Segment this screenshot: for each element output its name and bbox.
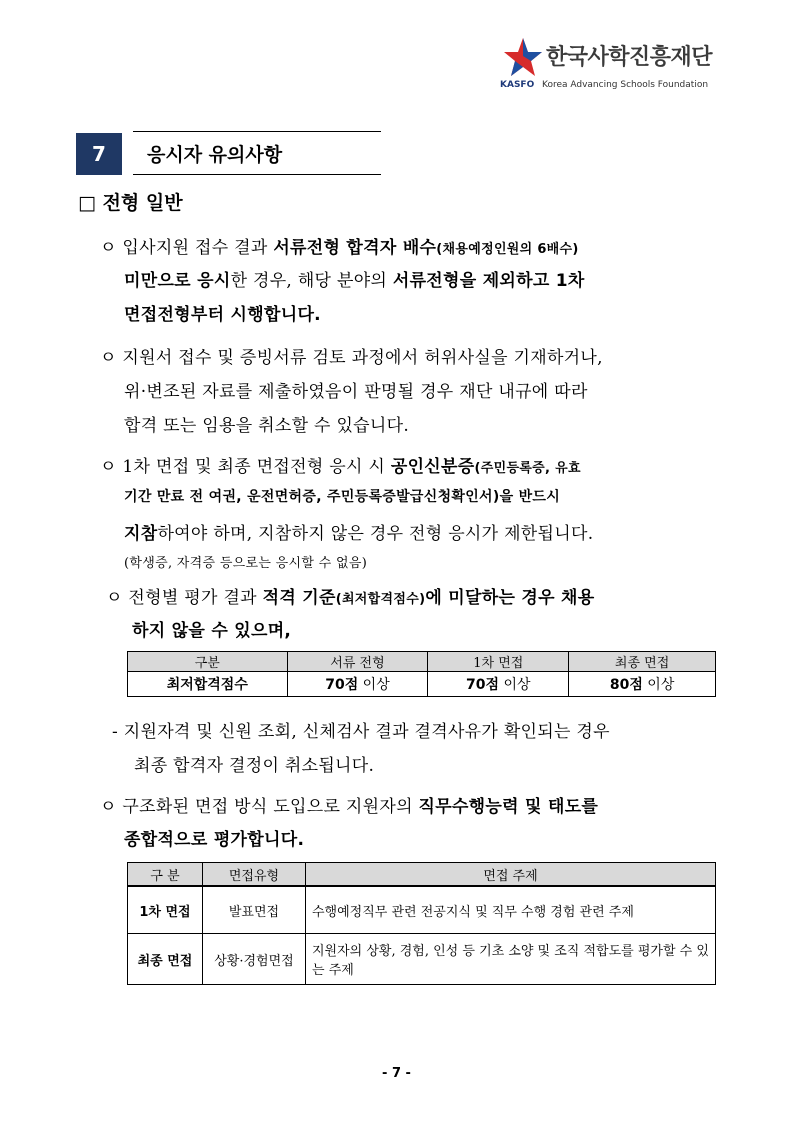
subheading: □ 전형 일반 [78,192,183,214]
table-header-cell: 구 분 [128,863,203,887]
bullet-3-line-3: 지참하여야 하며, 지참하지 않은 경우 전형 응시가 제한됩니다. [124,524,594,544]
stage-cell: 1차 면접 [128,886,203,934]
bullet-1-line-3: 면접전형부터 시행합니다. [124,305,321,325]
score-cell: 70점 이상 [428,672,569,697]
table-header-cell: 최종 면접 [569,652,716,672]
section-number: 7 [76,133,122,175]
topic-cell: 수행예정직무 관련 전공지식 및 직무 수행 경험 관련 주제 [306,886,716,934]
bullet-2-line-1: ㅇ 지원서 접수 및 증빙서류 검토 과정에서 허위사실을 기재하거나, [100,348,603,368]
logo-english: Korea Advancing Schools Foundation [542,80,709,90]
table-header-cell: 서류 전형 [287,652,428,672]
table-header-cell: 1차 면접 [428,652,569,672]
bullet-4-line-2: 하지 않을 수 있으며, [132,621,292,641]
logo-abbr: KASFO [500,80,535,90]
table-header-cell: 구분 [128,652,288,672]
minimum-score-table [127,651,716,697]
bullet-3-line-1: ㅇ 1차 면접 및 최종 면접전형 응시 시 공인신분증(주민등록증, 유효 [100,457,581,477]
bullet-3-note: (학생증, 자격증 등으로는 응시할 수 없음) [124,556,368,571]
table-header-cell: 면접 주제 [306,863,716,887]
bullet-5-line-1: ㅇ 구조화된 면접 방식 도입으로 지원자의 직무수행능력 및 태도를 [100,797,599,817]
page-number: - 7 - [382,1066,411,1081]
star-logo-icon [502,36,544,78]
interview-table [127,862,716,985]
foundation-logo [500,36,740,96]
table-row [128,934,716,985]
bullet-1-line-2: 미만으로 응시한 경우, 해당 분야의 서류전형을 제외하고 1차 [124,271,585,291]
dash-line-1: - 지원자격 및 신원 조회, 신체검사 결과 결격사유가 확인되는 경우 [112,722,610,742]
table-row [128,886,716,934]
row-label: 최저합격점수 [128,672,288,697]
table-header-cell: 면접유형 [203,863,306,887]
type-cell: 상황·경험면접 [203,934,306,985]
bullet-5-line-2: 종합적으로 평가합니다. [124,830,305,850]
table-header-row [128,863,716,887]
table-row [128,672,716,697]
topic-cell: 지원자의 상황, 경험, 인성 등 기초 소양 및 조직 적합도를 평가할 수 있는 주제 [306,934,716,985]
bullet-4-line-1: ㅇ 전형별 평가 결과 적격 기준(최저합격점수)에 미달하는 경우 채용 [106,588,595,608]
logo-title: 한국사학진흥재단 [546,45,713,70]
score-cell: 70점 이상 [287,672,428,697]
bullet-2-line-3: 합격 또는 임용을 취소할 수 있습니다. [124,416,410,436]
dash-line-2: 최종 합격자 결정이 취소됩니다. [134,756,375,776]
bullet-3-line-2: 기간 만료 전 여권, 운전면허증, 주민등록증발급신청확인서)을 반드시 [124,489,561,505]
type-cell: 발표면접 [203,886,306,934]
bullet-1-line-1: ㅇ 입사지원 접수 결과 서류전형 합격자 배수(채용예정인원의 6배수) [100,238,579,258]
stage-cell: 최종 면접 [128,934,203,985]
score-cell: 80점 이상 [569,672,716,697]
bullet-2-line-2: 위·변조된 자료를 제출하였음이 판명될 경우 재단 내규에 따라 [124,382,588,402]
table-header-row [128,652,716,672]
section-title: 응시자 유의사항 [133,131,381,175]
